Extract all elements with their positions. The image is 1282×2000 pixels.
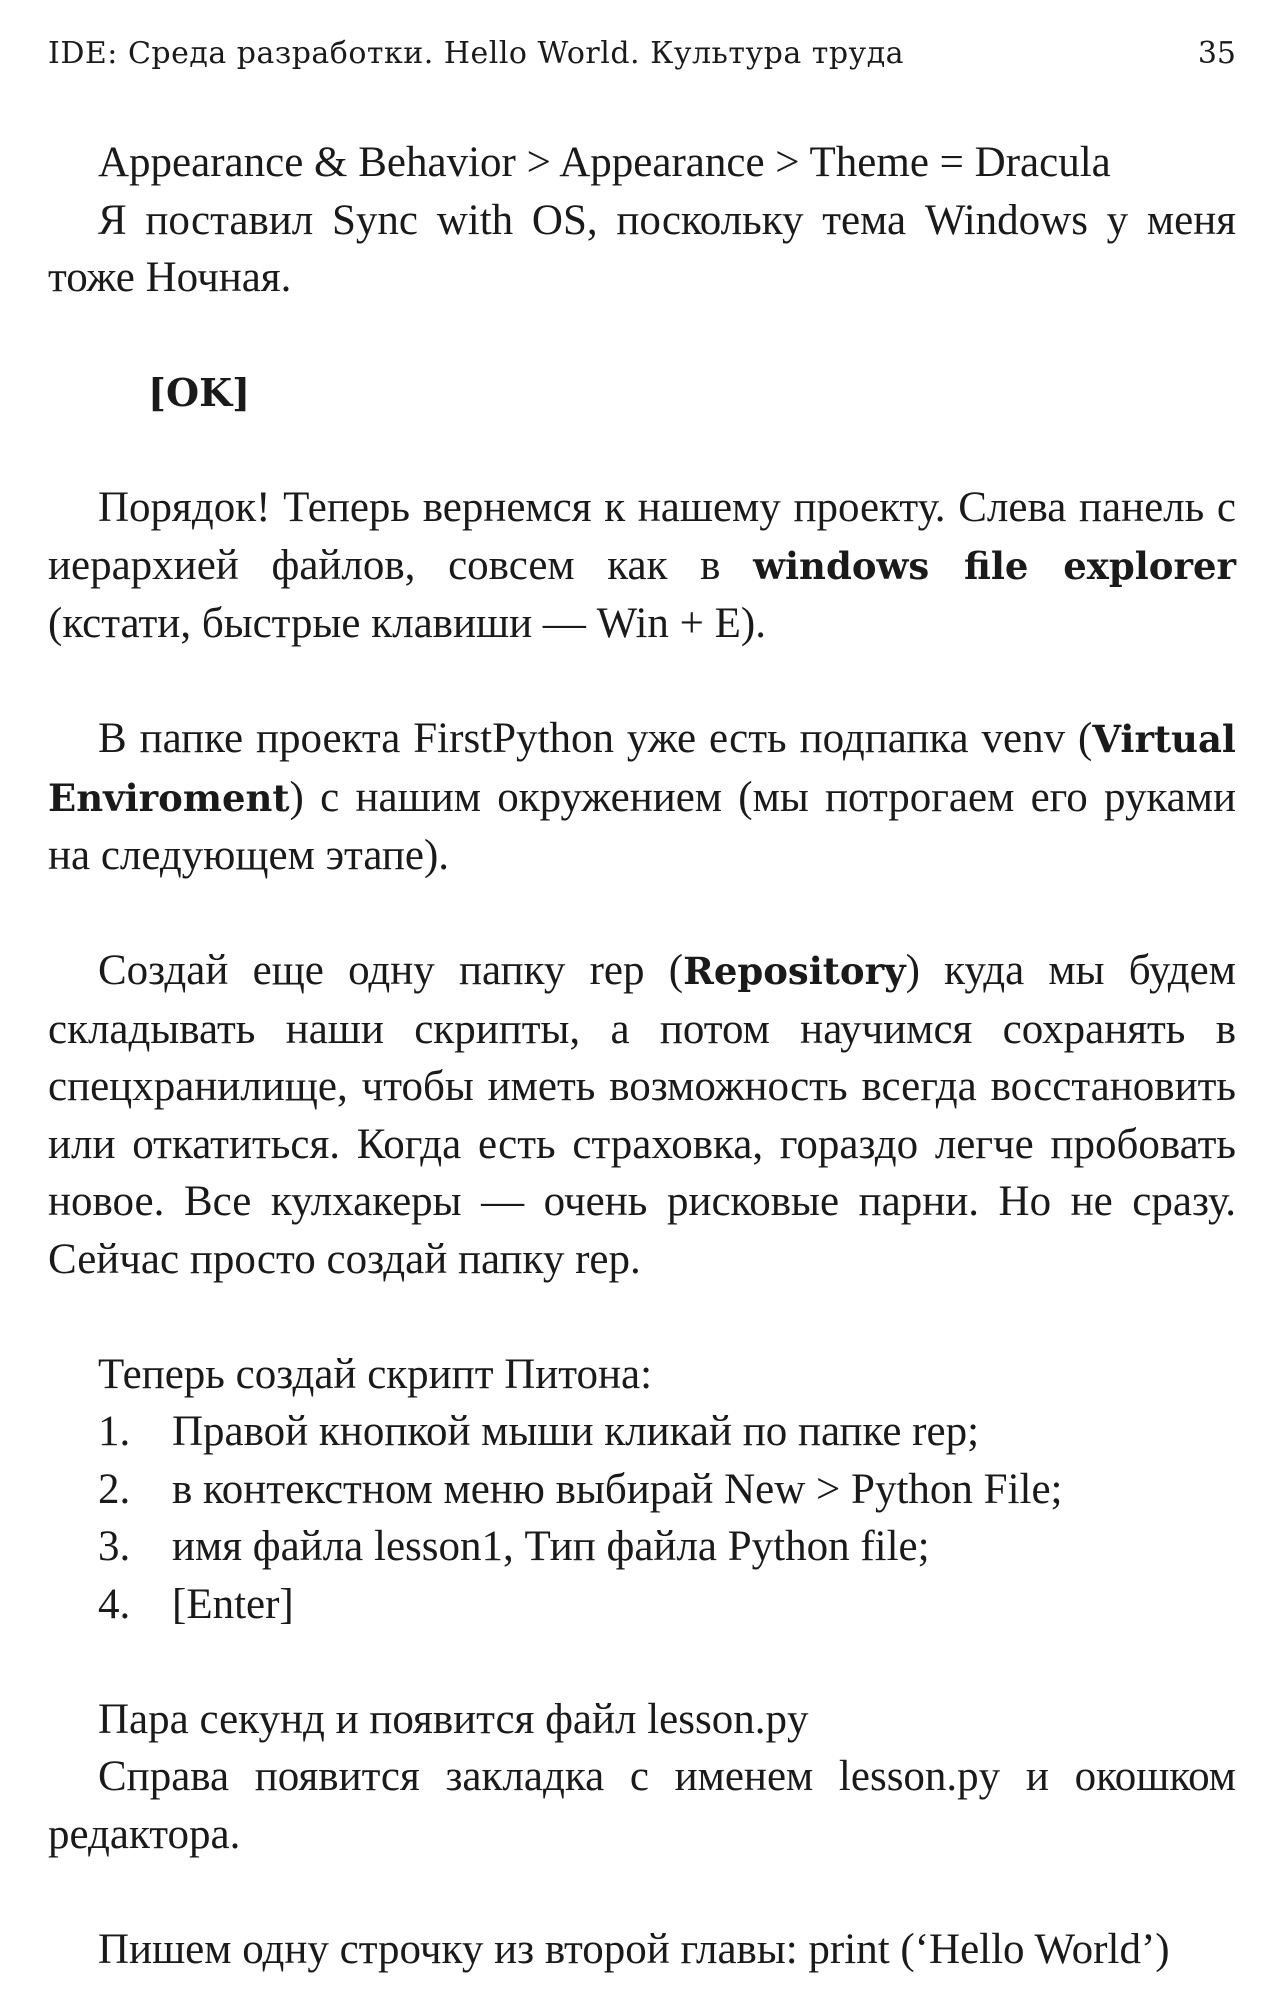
chapter-title: IDE: Среда разработки. Hello World. Культура труда — [48, 36, 905, 71]
sync-os-paragraph: Я поставил Sync with OS, поскольку тема Windows у меня тоже Ночная. — [48, 196, 1236, 301]
steps-intro: Теперь создай скрипт Питона: — [98, 1350, 653, 1398]
steps-list — [48, 1403, 1236, 1633]
bold-term-virtual-environment: Virtual Enviroment — [48, 717, 1236, 820]
settings-path-line: Appearance & Behavior > Appearance > Theme = Dracula — [98, 139, 1111, 186]
running-header — [48, 36, 1236, 76]
file-panel-paragraph: Порядок! Теперь вернемся к нашему проекту. Слева панель с иерархией файлов, совсем как в windows file explorer (кстати, быстрые клавиши — Win + E). — [48, 484, 1236, 647]
bold-term-repository: Repository — [683, 949, 906, 993]
editor-tab-paragraph: Справа появится закладка с именем lesson.py и окошком редактора. — [48, 1753, 1236, 1858]
page-number: 35 — [1197, 36, 1236, 71]
list-item: 4. [Enter] — [98, 1580, 294, 1628]
bold-term-file-explorer: windows file explorer — [753, 543, 1236, 588]
hello-world-line: Пишем одну строчку из второй главы: print (‘Hello World’) — [98, 1925, 1170, 1973]
list-item: 1. Правой кнопкой мыши кликай по папке rep; — [98, 1408, 980, 1455]
file-appears-line: Пара секунд и появится файл lesson.py — [98, 1695, 809, 1743]
list-item: 3. имя файла lesson1, Тип файла Python file; — [98, 1523, 930, 1570]
ok-label: [OK] — [148, 370, 251, 415]
repository-paragraph: Создай еще одну папку rep (Repository) куда мы будем складывать наши скрипты, а потом научимся сохранять в спецхранилище, чтобы иметь возможность всегда восстановить или откатиться. Когда есть страховка, гораздо легче пробовать новое. Все кулхакеры — очень рисковые парни. Но не сразу. Сейчас просто создай папку rep. — [48, 947, 1236, 1283]
list-item: 2. в контекстном меню выбирай New > Python File; — [98, 1465, 1063, 1513]
venv-paragraph: В папке проекта FirstPython уже есть подпапка venv (Virtual Enviroment) с нашим окружением (мы потрогаем его руками на следующем этапе). — [48, 715, 1236, 879]
body-text — [48, 134, 1236, 1978]
